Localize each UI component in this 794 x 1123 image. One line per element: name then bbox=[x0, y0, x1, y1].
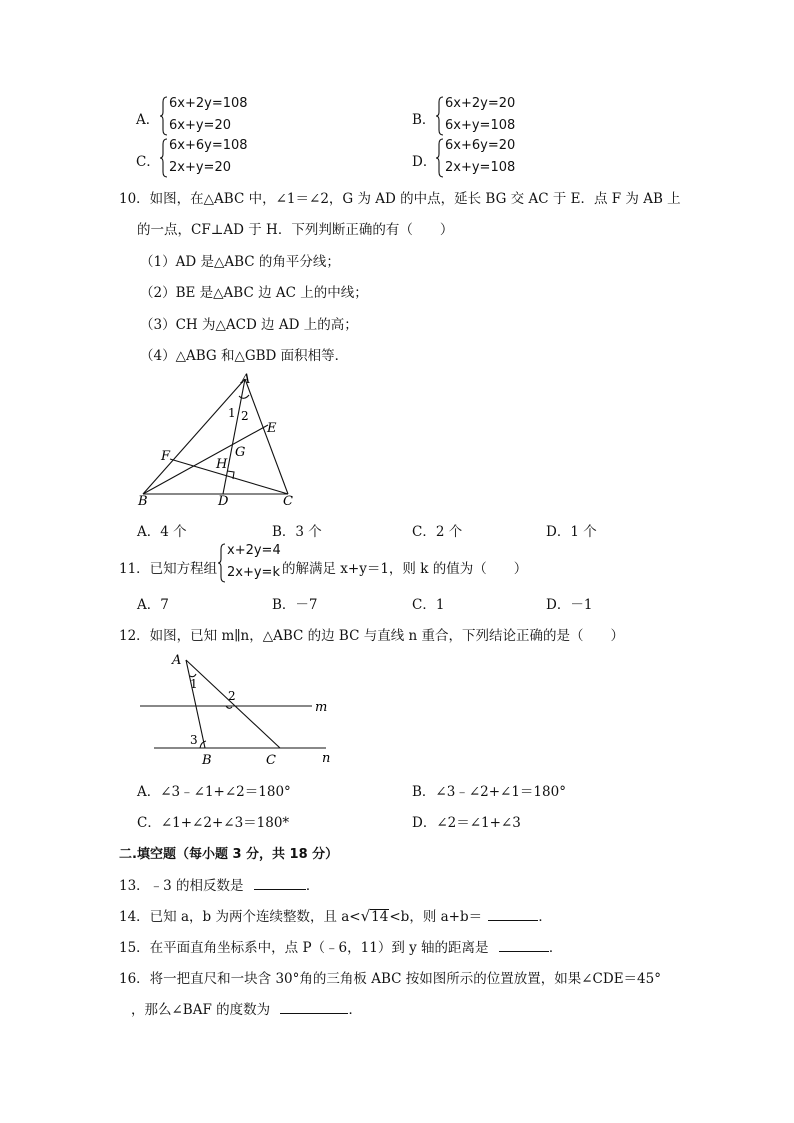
q10-option-c: C．2 个 bbox=[412, 524, 463, 540]
q13-end: ． bbox=[305, 878, 320, 894]
q16-line2: ，那么∠BAF 的度数为 bbox=[131, 1002, 271, 1018]
q11-eq2: 2x+y=k bbox=[227, 565, 280, 580]
q10-fig-label-d: D bbox=[218, 494, 229, 509]
q12-fig-label-m: m bbox=[315, 700, 328, 715]
q10-fig-label-b: B bbox=[138, 494, 148, 509]
q10-statement-3: （3）CH 为△ACD 边 AD 上的高； bbox=[140, 317, 358, 333]
q10-figure bbox=[130, 370, 310, 510]
q12-fig-label-a: A bbox=[172, 653, 182, 668]
q10-line1: 10．如图，在△ABC 中，∠1＝∠2，G 为 AD 的中点，延长 BG 交 AC 于 E．点 F 为 AB 上 bbox=[119, 191, 681, 207]
brace-icon bbox=[436, 138, 445, 178]
q9-c-eq2: 2x+y=20 bbox=[169, 160, 231, 175]
q14-answer-blank[interactable] bbox=[488, 908, 538, 921]
q14 bbox=[119, 905, 552, 925]
q10-statement-4: （4）△ABG 和△GBD 面积相等． bbox=[140, 348, 349, 364]
q14-middle: <b，则 a+b＝ bbox=[389, 909, 483, 925]
q12-figure bbox=[130, 648, 340, 770]
q9-a-eq2: 6x+y=20 bbox=[169, 118, 231, 133]
q10-option-a: A．4 个 bbox=[137, 524, 187, 540]
q10-line2: 的一点，CF⊥AD 于 H．下列判断正确的有（ ） bbox=[137, 222, 454, 238]
q11-prefix: 11．已知方程组 bbox=[119, 561, 218, 577]
q12-option-b: B．∠3﹣∠2+∠1＝180° bbox=[412, 784, 566, 800]
q15-end: ． bbox=[548, 940, 563, 956]
q15 bbox=[119, 936, 562, 956]
q16-line1: 16．将一把直尺和一块含 30°角的三角板 ABC 按如图所示的位置放置，如果∠CDE＝45° bbox=[119, 971, 661, 987]
q15-text: 15．在平面直角坐标系中，点 P（﹣6，11）到 y 轴的距离是 bbox=[119, 940, 489, 956]
q12-fig-label-c: C bbox=[266, 753, 276, 768]
q9-b-eq1: 6x+2y=20 bbox=[445, 96, 516, 111]
q10-fig-label-e: E bbox=[267, 421, 277, 436]
q14-radicand: 14 bbox=[371, 909, 389, 925]
q11-option-b: B．－7 bbox=[272, 597, 318, 613]
q9-option-d-label: D． bbox=[412, 154, 437, 170]
brace-icon bbox=[436, 96, 445, 136]
q11-option-c: C．1 bbox=[412, 597, 445, 613]
q12-option-a: A．∠3﹣∠1+∠2＝180° bbox=[137, 784, 291, 800]
q9-option-c-label: C． bbox=[136, 154, 160, 170]
q9-b-eq2: 6x+y=108 bbox=[445, 118, 516, 133]
q9-a-eq1: 6x+2y=108 bbox=[169, 96, 248, 111]
q12-option-d: D．∠2＝∠1+∠3 bbox=[412, 815, 521, 831]
q10-fig-angle-1: 1 bbox=[228, 406, 236, 420]
q9-option-b-label: B． bbox=[412, 112, 436, 128]
brace-icon bbox=[160, 96, 169, 136]
brace-icon bbox=[218, 543, 227, 583]
q10-option-b: B．3 个 bbox=[272, 524, 322, 540]
q10-fig-label-g: G bbox=[235, 445, 246, 460]
q13 bbox=[119, 874, 319, 894]
q12-option-c: C．∠1+∠2+∠3＝180* bbox=[137, 815, 290, 831]
q12-fig-angle-3: 3 bbox=[190, 733, 198, 747]
q10-option-d: D．1 个 bbox=[546, 524, 597, 540]
q12-text: 12．如图，已知 m∥n，△ABC 的边 BC 与直线 n 重合，下列结论正确的是（ ） bbox=[119, 628, 624, 644]
q10-fig-label-f: F bbox=[161, 449, 171, 464]
q15-answer-blank[interactable] bbox=[499, 939, 549, 952]
q10-statement-1: （1）AD 是△ABC 的角平分线； bbox=[140, 254, 340, 270]
q9-d-eq1: 6x+6y=20 bbox=[445, 138, 516, 153]
q12-fig-angle-1: 1 bbox=[190, 677, 198, 691]
q16-line2-row bbox=[131, 998, 362, 1018]
q12-fig-label-b: B bbox=[202, 753, 212, 768]
q10-fig-label-a: A bbox=[241, 372, 251, 387]
q10-statement-2: （2）BE 是△ABC 边 AC 上的中线； bbox=[140, 285, 368, 301]
q10-fig-label-h: H bbox=[216, 457, 228, 472]
q14-end: ． bbox=[538, 909, 552, 925]
q11-suffix: 的解满足 x+y＝1，则 k 的值为（ ） bbox=[282, 561, 528, 577]
q11-option-d: D．－1 bbox=[546, 597, 593, 613]
q11-eq1: x+2y=4 bbox=[227, 543, 281, 558]
q10-fig-angle-2: 2 bbox=[241, 409, 249, 423]
q13-text: 13．﹣3 的相反数是 bbox=[119, 878, 244, 894]
brace-icon bbox=[160, 138, 169, 178]
q16-answer-blank[interactable] bbox=[280, 1001, 348, 1014]
q12-fig-angle-2: 2 bbox=[228, 689, 236, 703]
q10-fig-label-c: C bbox=[283, 494, 293, 509]
q9-d-eq2: 2x+y=108 bbox=[445, 160, 516, 175]
q12-fig-label-n: n bbox=[322, 751, 331, 766]
q13-answer-blank[interactable] bbox=[254, 877, 306, 890]
section-heading-fill-in: 二.填空题（每小题 3 分，共 18 分） bbox=[119, 847, 339, 862]
sqrt-icon: √ bbox=[360, 907, 371, 925]
q9-option-a-label: A． bbox=[136, 112, 160, 128]
q16-end: ． bbox=[348, 1002, 362, 1018]
q14-prefix: 14．已知 a，b 为两个连续整数，且 a< bbox=[119, 909, 361, 925]
q9-c-eq1: 6x+6y=108 bbox=[169, 138, 248, 153]
q11-option-a: A．7 bbox=[137, 597, 169, 613]
